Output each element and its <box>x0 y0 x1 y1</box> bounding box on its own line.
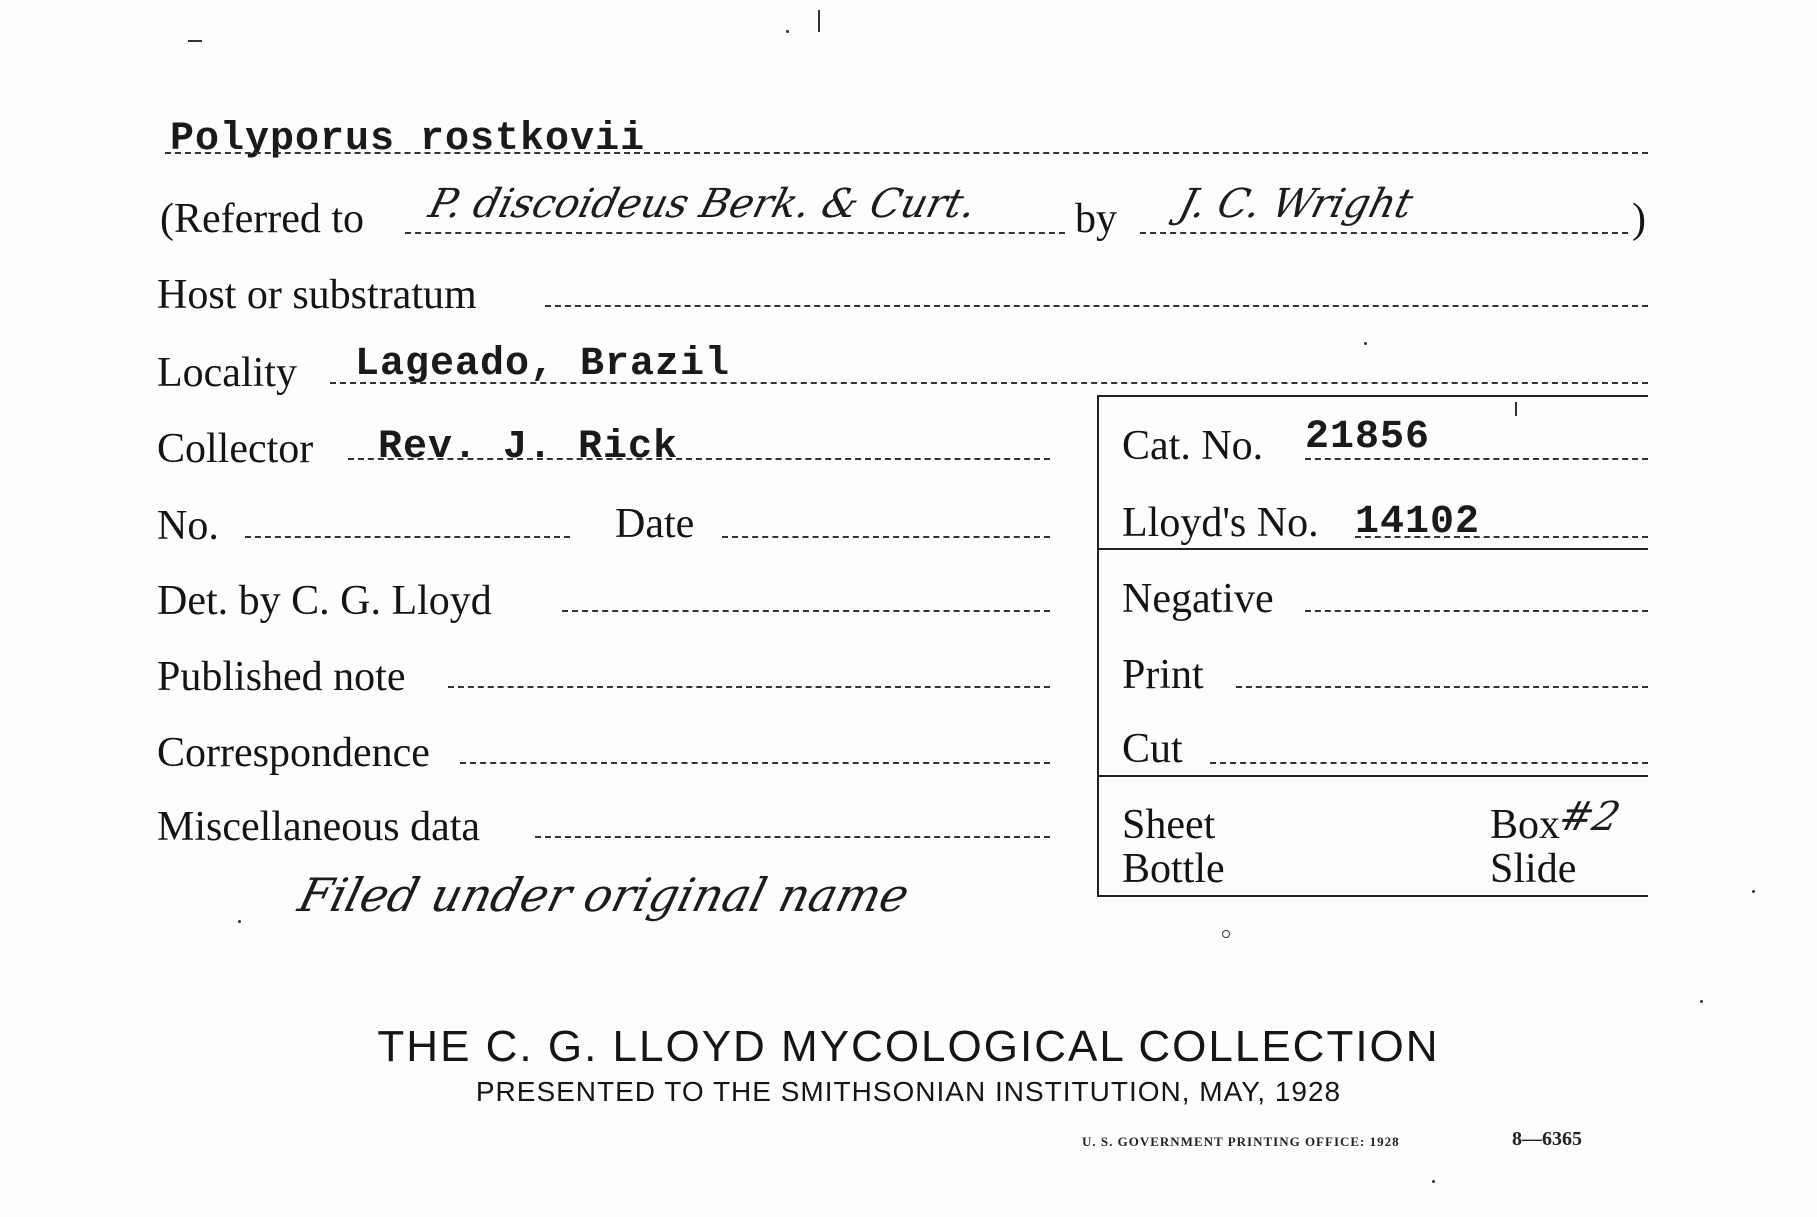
cut-label: Cut <box>1122 726 1183 772</box>
scan-speck <box>188 40 202 42</box>
print-line <box>1236 686 1648 688</box>
box-label: Box <box>1490 802 1561 848</box>
negative-line <box>1305 610 1648 612</box>
species-name: Polyporus rostkovii <box>170 117 646 162</box>
sheet-label: Sheet <box>1122 802 1216 848</box>
scan-speck <box>1364 342 1367 345</box>
box-value: #2 <box>1554 794 1625 840</box>
misc-handwritten-note: Filed under original name <box>293 868 915 922</box>
scan-speck <box>818 10 820 32</box>
referred-close-paren: ) <box>1632 196 1646 242</box>
slide-label: Slide <box>1490 846 1577 892</box>
referred-line <box>405 232 1065 234</box>
date-label: Date <box>615 501 695 547</box>
scan-speck <box>1432 1180 1435 1183</box>
cut-line <box>1210 762 1648 764</box>
referred-value: P. discoideus Berk. & Curt. <box>424 181 981 227</box>
right-box-divider-1 <box>1097 548 1648 550</box>
det-by-label: Det. by C. G. Lloyd <box>157 578 492 624</box>
collector-value: Rev. J. Rick <box>378 425 679 470</box>
number-label: No. <box>157 503 219 549</box>
det-by-line <box>562 610 1050 612</box>
species-line <box>165 152 1648 154</box>
scan-speck <box>1700 1000 1703 1003</box>
right-box-divider-2 <box>1097 775 1648 777</box>
scan-speck <box>1752 890 1755 893</box>
host-label: Host or substratum <box>157 272 477 318</box>
locality-value: Lageado, Brazil <box>355 342 731 387</box>
collection-title: THE C. G. LLOYD MYCOLOGICAL COLLECTION <box>377 1022 1440 1071</box>
negative-label: Negative <box>1122 576 1274 622</box>
correspondence-line <box>460 762 1050 764</box>
published-note-label: Published note <box>157 654 406 700</box>
lloyds-no-value: 14102 <box>1355 500 1481 545</box>
misc-label: Miscellaneous data <box>157 804 481 850</box>
right-box-top-border <box>1097 395 1648 397</box>
collector-line <box>348 458 1050 460</box>
referred-by-value: J. C. Wright <box>1174 181 1418 227</box>
scan-speck <box>1515 402 1517 416</box>
cat-no-label: Cat. No. <box>1122 423 1264 469</box>
collector-label: Collector <box>157 426 314 472</box>
printer-imprint: U. S. GOVERNMENT PRINTING OFFICE: 1928 <box>1082 1134 1400 1149</box>
cat-no-line <box>1305 458 1648 460</box>
right-box-bottom-border <box>1097 895 1648 897</box>
misc-line <box>535 836 1050 838</box>
print-label: Print <box>1122 652 1204 698</box>
lloyds-no-label: Lloyd's No. <box>1122 500 1319 546</box>
scan-speck <box>238 920 241 923</box>
bottle-label: Bottle <box>1122 846 1225 892</box>
host-line <box>545 305 1648 307</box>
locality-line <box>330 382 1648 384</box>
scan-speck <box>1222 930 1230 938</box>
form-number: 8—6365 <box>1512 1128 1582 1150</box>
collection-subtitle: PRESENTED TO THE SMITHSONIAN INSTITUTION, MAY, 1928 <box>475 1076 1342 1107</box>
correspondence-label: Correspondence <box>157 730 430 776</box>
referred-label: (Referred to <box>160 196 365 242</box>
published-note-line <box>448 686 1050 688</box>
right-box-left-border <box>1097 395 1099 897</box>
scan-speck <box>786 30 789 33</box>
number-line <box>245 536 570 538</box>
referred-by-label: by <box>1075 196 1117 242</box>
locality-label: Locality <box>157 350 297 396</box>
date-line <box>722 536 1050 538</box>
cat-no-value: 21856 <box>1305 415 1431 460</box>
referred-by-line <box>1140 232 1628 234</box>
lloyds-no-line <box>1355 536 1648 538</box>
